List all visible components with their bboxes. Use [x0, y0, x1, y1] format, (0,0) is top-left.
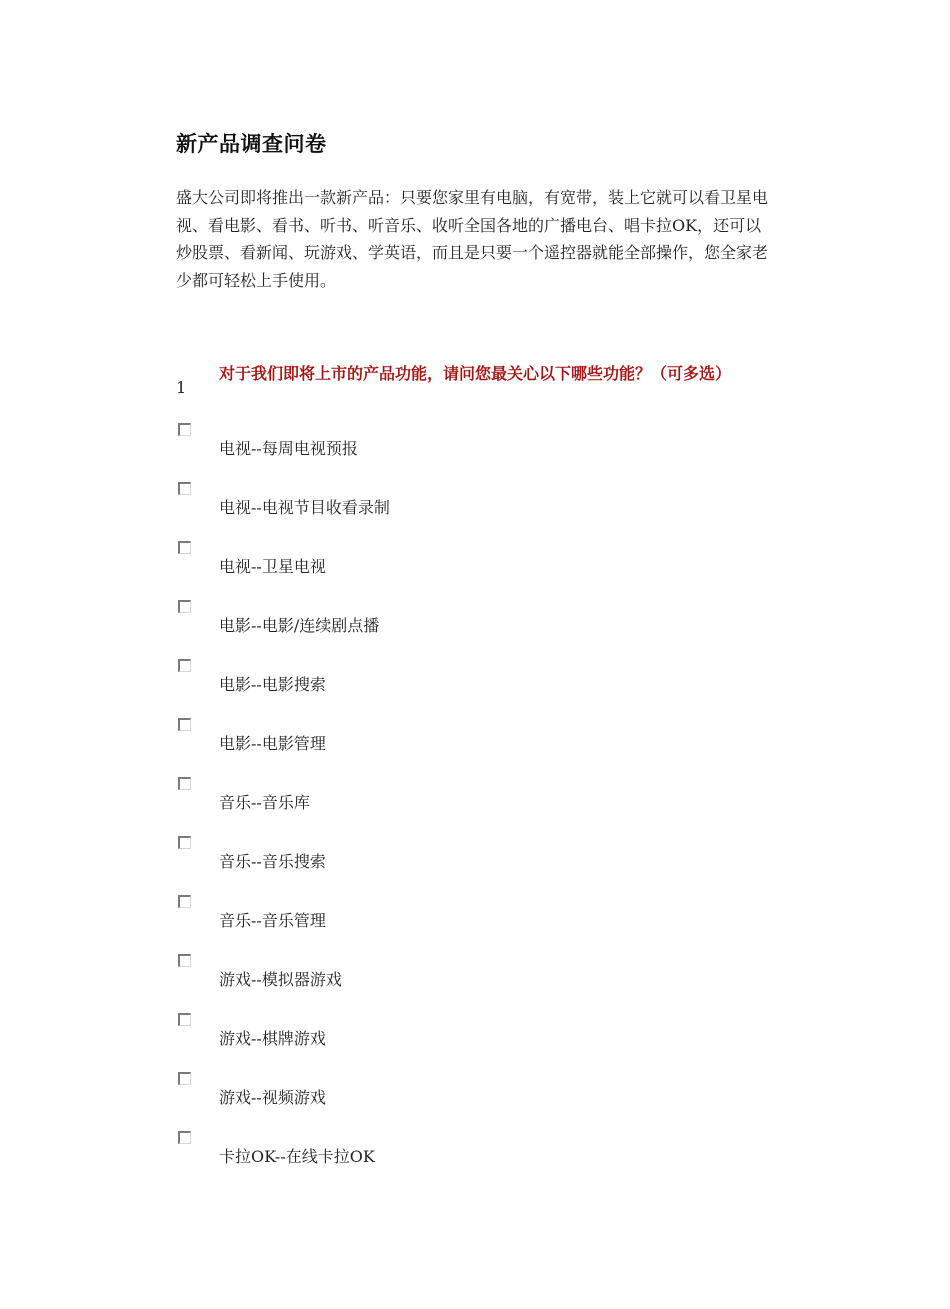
survey-intro: 盛大公司即将推出一款新产品：只要您家里有电脑，有宽带，装上它就可以看卫星电视、看电影、看书、听书、听音乐、收听全国各地的广播电台、唱卡拉OK，还可以炒股票、看新闻、玩游戏、学英语，而且是只要一个遥控器就能全部操作，您全家老少都可轻松上手使用。 [176, 188, 769, 290]
option-label[interactable]: 卡拉OK--在线卡拉OK [219, 1147, 375, 1166]
option-label[interactable]: 电影--电影搜索 [219, 675, 326, 694]
option-item[interactable] [176, 777, 676, 827]
option-label[interactable]: 游戏--视频游戏 [219, 1088, 326, 1107]
option-item[interactable] [176, 895, 676, 945]
option-item[interactable] [176, 954, 676, 1004]
option-item[interactable] [176, 718, 676, 768]
option-checkbox[interactable] [178, 482, 191, 495]
option-checkbox[interactable] [178, 1131, 191, 1144]
option-checkbox[interactable] [178, 836, 191, 849]
option-checkbox[interactable] [178, 895, 191, 908]
option-label[interactable]: 电影--电影管理 [219, 734, 326, 753]
option-checkbox[interactable] [178, 659, 191, 672]
option-checkbox[interactable] [178, 718, 191, 731]
option-checkbox[interactable] [178, 777, 191, 790]
option-item[interactable] [176, 836, 676, 886]
option-checkbox[interactable] [178, 1072, 191, 1085]
option-item[interactable] [176, 1131, 676, 1181]
option-item[interactable] [176, 1072, 676, 1122]
option-label[interactable]: 音乐--音乐搜索 [219, 852, 326, 871]
option-label[interactable]: 游戏--棋牌游戏 [219, 1029, 326, 1048]
option-label[interactable]: 电视--电视节目收看录制 [219, 498, 390, 517]
option-label[interactable]: 游戏--模拟器游戏 [219, 970, 342, 989]
option-checkbox[interactable] [178, 954, 191, 967]
option-item[interactable] [176, 659, 676, 709]
option-label[interactable]: 电视--每周电视预报 [219, 439, 358, 458]
option-item[interactable] [176, 423, 676, 473]
option-item[interactable] [176, 541, 676, 591]
survey-title: 新产品调查问卷 [176, 131, 327, 156]
option-checkbox[interactable] [178, 423, 191, 436]
option-checkbox[interactable] [178, 1013, 191, 1026]
option-item[interactable] [176, 482, 676, 532]
option-checkbox[interactable] [178, 541, 191, 554]
question-number: 1 [176, 378, 187, 397]
option-item[interactable] [176, 1013, 676, 1063]
question-text: 对于我们即将上市的产品功能，请问您最关心以下哪些功能？（可多选） [219, 364, 732, 383]
option-label[interactable]: 电视--卫星电视 [219, 557, 326, 576]
option-item[interactable] [176, 600, 676, 650]
option-label[interactable]: 电影--电影/连续剧点播 [219, 616, 380, 635]
option-label[interactable]: 音乐--音乐管理 [219, 911, 326, 930]
option-checkbox[interactable] [178, 600, 191, 613]
option-label[interactable]: 音乐--音乐库 [219, 793, 310, 812]
